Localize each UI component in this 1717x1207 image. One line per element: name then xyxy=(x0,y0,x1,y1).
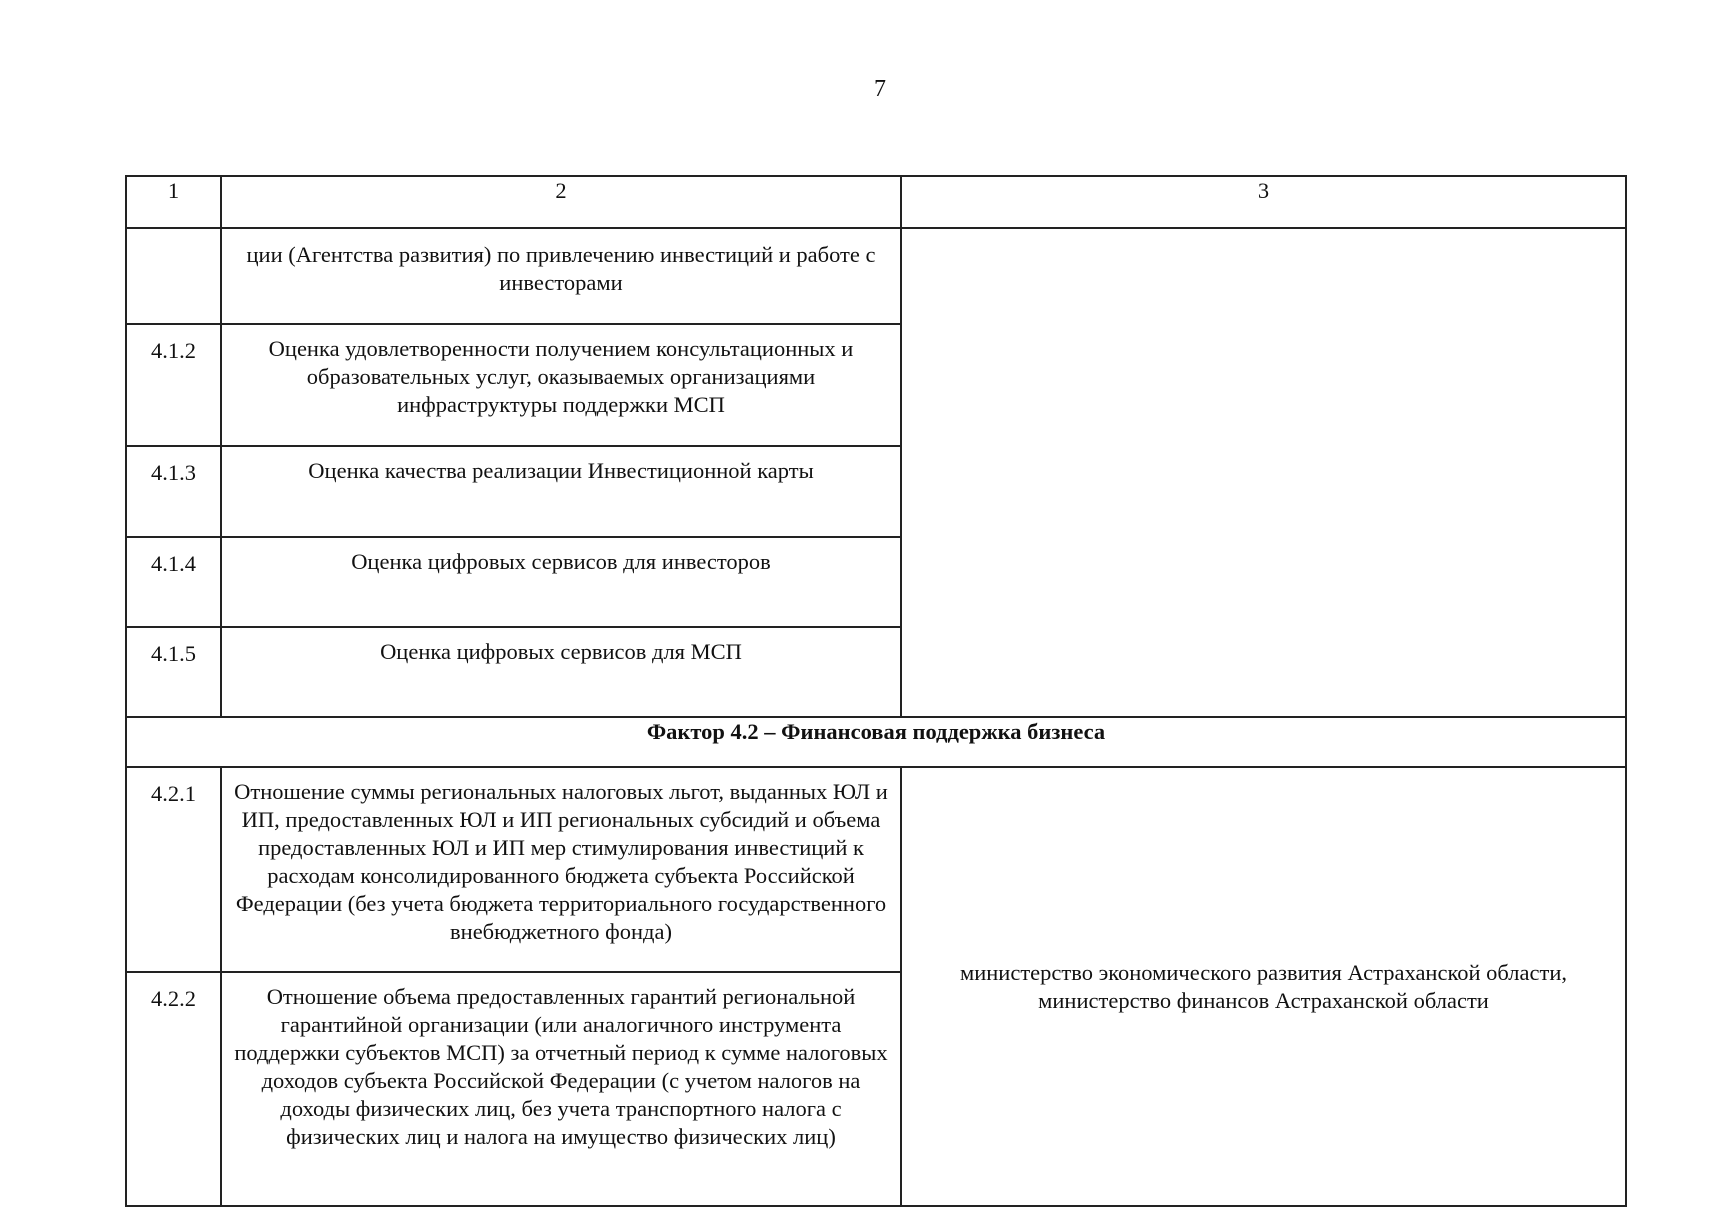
row-number: 4.2.1 xyxy=(126,767,221,972)
factor-row xyxy=(126,717,1626,767)
row-description: ции (Агентства развития) по привлечению инвестиций и работе с инвесторами xyxy=(221,228,901,324)
row-description: Оценка качества реализации Инвестиционной карты xyxy=(221,446,901,537)
row-number: 4.1.4 xyxy=(126,537,221,627)
row-description: Отношение суммы региональных налоговых льгот, выданных ЮЛ и ИП, предоставленных ЮЛ и ИП региональных субсидий и объема предоставленных ЮЛ и ИП мер стимулирования инвестиций к расходам консолидированного бюджета субъекта Российской Федерации (без учета бюджета территориального государственного внебюджетного фонда) xyxy=(221,767,901,972)
row-description: Оценка цифровых сервисов для инвесторов xyxy=(221,537,901,627)
row-number: 4.1.3 xyxy=(126,446,221,537)
row-responsible: министерство экономического развития Астраханской области, министерство финансов Астраханской области xyxy=(901,767,1626,1206)
row-description: Оценка цифровых сервисов для МСП xyxy=(221,627,901,717)
table-row xyxy=(126,228,1626,324)
table-row xyxy=(126,767,1626,972)
row-description: Оценка удовлетворенности получением консультационных и образовательных услуг, оказываемых организациями инфраструктуры поддержки МСП xyxy=(221,324,901,446)
row-description: Отношение объема предоставленных гарантий региональной гарантийной организации (или аналогичного инструмента поддержки субъектов МСП) за отчетный период к сумме налоговых доходов субъекта Российской Федерации (с учетом налогов на доходы физических лиц, без учета транспортного налога с физических лиц и налога на имущество физических лиц) xyxy=(221,972,901,1206)
row-number: 4.1.5 xyxy=(126,627,221,717)
page-number: 7 xyxy=(874,76,886,102)
table-header-row xyxy=(126,176,1626,228)
header-col-2: 2 xyxy=(221,176,901,228)
row-number: 4.1.2 xyxy=(126,324,221,446)
indicators-table xyxy=(125,175,1627,1207)
header-col-1: 1 xyxy=(126,176,221,228)
factor-title: Фактор 4.2 – Финансовая поддержка бизнеса xyxy=(126,717,1626,767)
header-col-3: 3 xyxy=(901,176,1626,228)
row-number: 4.2.2 xyxy=(126,972,221,1206)
row-number xyxy=(126,228,221,324)
row-responsible-empty xyxy=(901,228,1626,717)
